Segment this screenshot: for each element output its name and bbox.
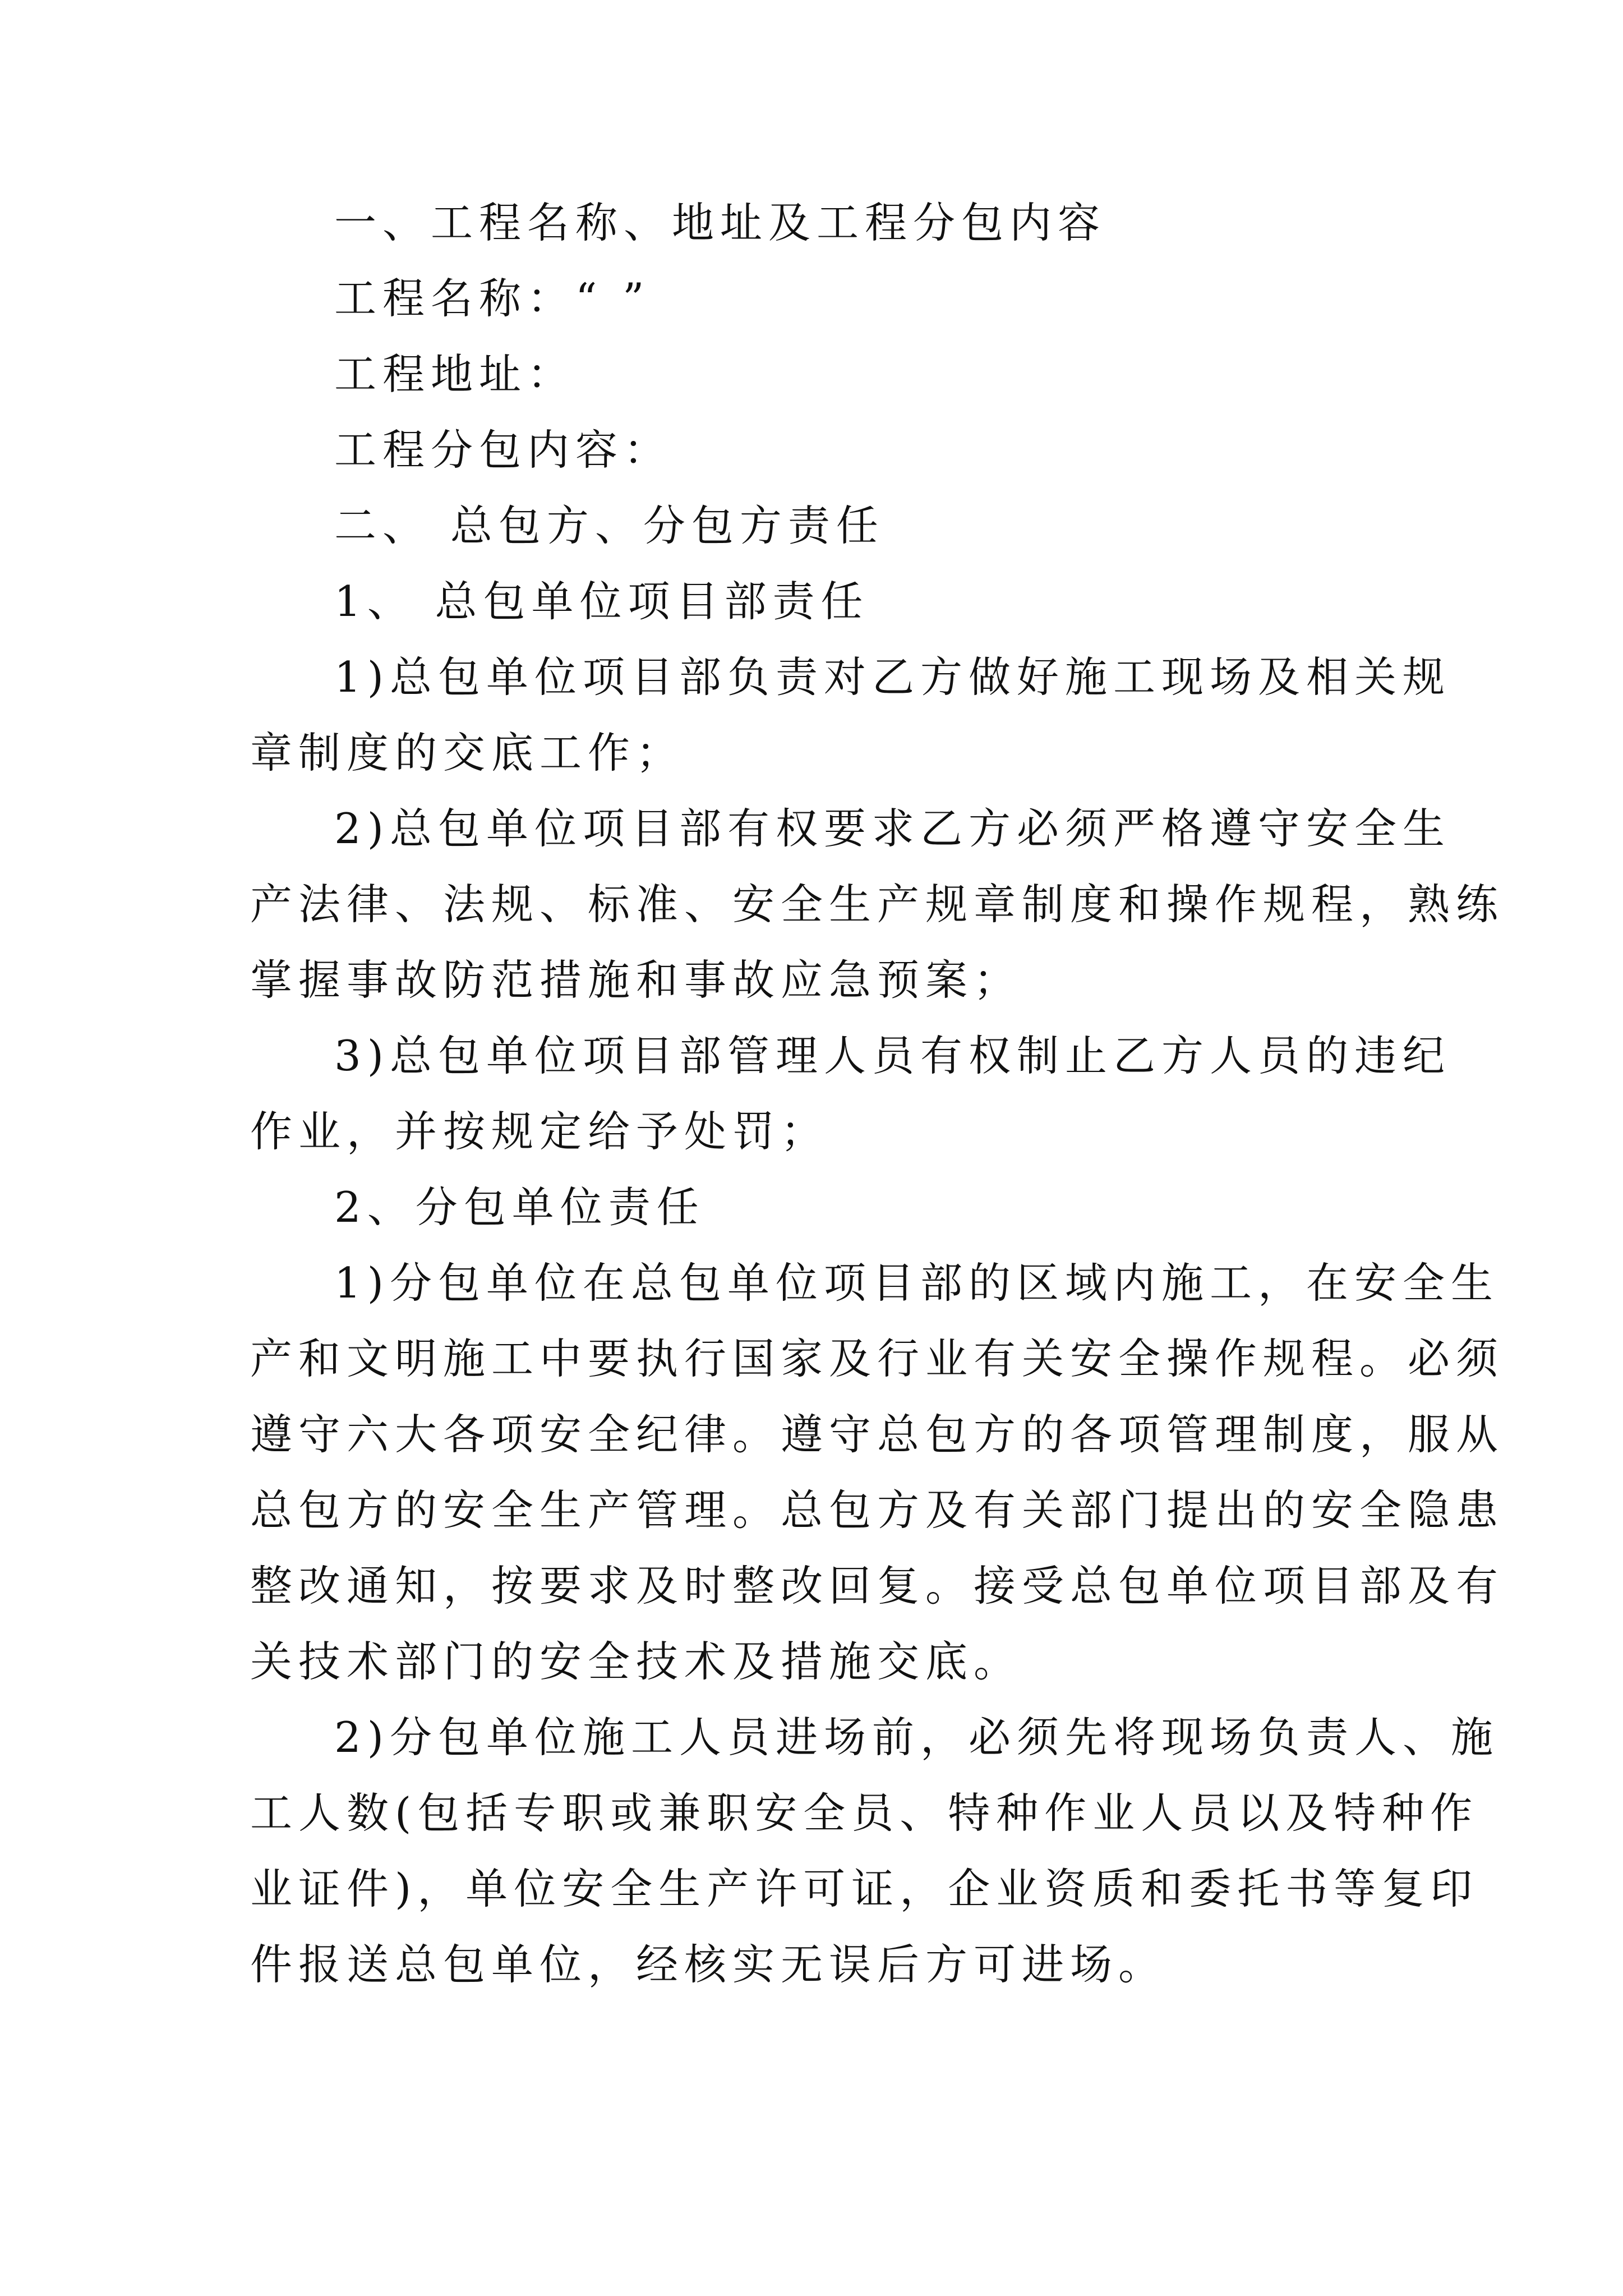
paragraph-line: 2)分包单位施工人员进场前，必须先将现场负责人、施 xyxy=(334,1713,1499,1762)
paragraph-line: 关技术部门的安全技术及措施交底。 xyxy=(250,1637,1022,1686)
subheading-subcontractor: 2、分包单位责任 xyxy=(334,1182,705,1232)
paragraph-line: 作业，并按规定给予处罚； xyxy=(250,1107,829,1156)
paragraph-line: 总包方的安全生产管理。总包方及有关部门提出的安全隐患 xyxy=(250,1485,1505,1535)
heading-responsibilities: 二、 总包方、分包方责任 xyxy=(334,501,884,550)
paragraph-line: 3)总包单位项目部管理人员有权制止乙方人员的违纪 xyxy=(334,1031,1451,1080)
paragraph-line: 业证件)，单位安全生产许可证，企业资质和委托书等复印 xyxy=(250,1864,1479,1913)
paragraph-line: 产法律、法规、标准、安全生产规章制度和操作规程，熟练 xyxy=(250,880,1505,929)
project-subcontract-line: 工程分包内容： xyxy=(334,425,672,475)
project-address-line: 工程地址： xyxy=(334,349,576,399)
paragraph-line: 工人数(包括专职或兼职安全员、特种作业人员以及特种作 xyxy=(250,1788,1479,1838)
paragraph-line: 整改通知，按要求及时整改回复。接受总包单位项目部及有 xyxy=(250,1561,1505,1611)
paragraph-line: 章制度的交底工作； xyxy=(250,728,685,777)
heading-project-info: 一、工程名称、地址及工程分包内容 xyxy=(334,198,1106,247)
subheading-general-contractor: 1、 总包单位项目部责任 xyxy=(334,577,869,626)
paragraph-line: 1)分包单位在总包单位项目部的区域内施工，在安全生 xyxy=(334,1258,1499,1308)
paragraph-line: 掌握事故防范措施和事故应急预案； xyxy=(250,955,1022,1005)
paragraph-line: 2)总包单位项目部有权要求乙方必须严格遵守安全生 xyxy=(334,804,1451,853)
paragraph-line: 产和文明施工中要执行国家及行业有关安全操作规程。必须 xyxy=(250,1334,1505,1383)
project-name-line: 工程名称：“ ” xyxy=(334,274,651,323)
paragraph-line: 件报送总包单位，经核实无误后方可进场。 xyxy=(250,1940,1167,1989)
paragraph-line: 遵守六大各项安全纪律。遵守总包方的各项管理制度，服从 xyxy=(250,1410,1505,1459)
paragraph-line: 1)总包单位项目部负责对乙方做好施工现场及相关规 xyxy=(334,652,1451,702)
